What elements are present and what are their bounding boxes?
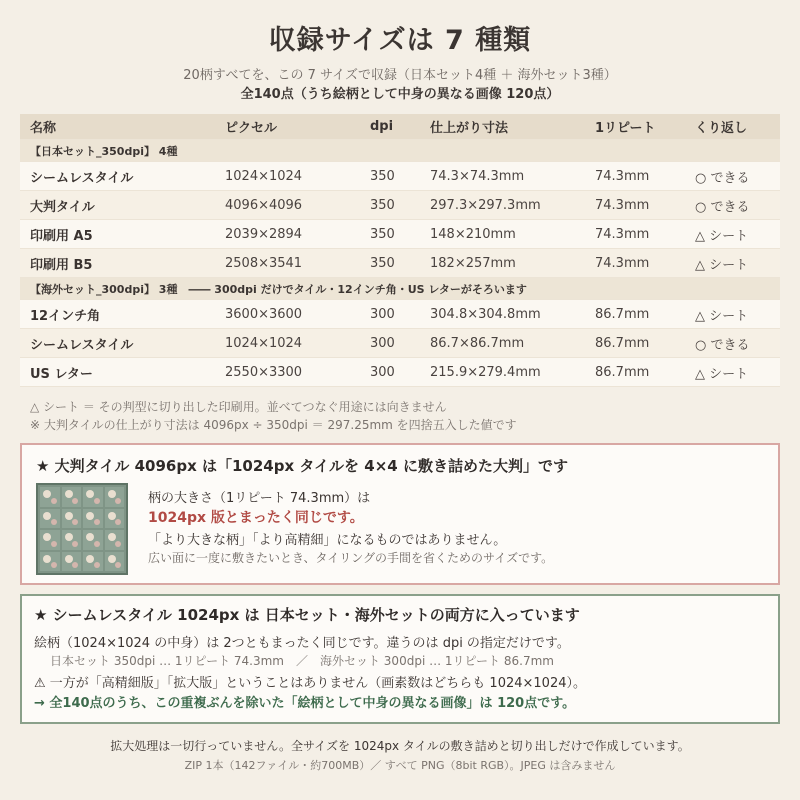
cell-pixels: 1024×1024 [225,335,303,351]
header-pixels: ピクセル [225,121,278,136]
cell-repeat: 74.3mm [595,168,650,184]
cell-size: 182×257mm [430,255,516,271]
tiled-pattern-thumbnail [36,483,128,575]
cell-dpi: 350 [370,197,395,213]
cell-name: 印刷用 B5 [30,257,93,273]
table-row [20,162,780,191]
group-label-japan: 【日本セット_350dpi】 4種 [20,140,780,162]
table-header-row [20,114,780,140]
cell-name: 印刷用 A5 [30,228,93,244]
large-tile-text-2: 1024px 版とまったく同じです。 [148,510,364,526]
table-row [20,300,780,329]
cell-name: 12インチ角 [30,308,101,324]
group-label-overseas: 【海外セット_300dpi】 3種 ―― 300dpi だけでタイル・12インチ角・US レターがそろいます [20,278,780,300]
cell-tiling: ○ できる [695,170,750,186]
cell-repeat: 74.3mm [595,255,650,271]
page-title: 収録サイズは 7 種類 [268,25,532,56]
cell-tiling: ○ できる [695,199,750,215]
header-finished-size: 仕上がり寸法 [430,121,509,136]
cell-dpi: 300 [370,306,395,322]
note-large-tile: ※ 大判タイルの仕上がり寸法は 4096px ÷ 350dpi ＝ 297.25mm を四捨五入した値です [30,418,517,432]
subtitle-total: 全140点（うち絵柄として中身の異なる画像 120点） [240,87,560,102]
cell-size: 304.8×304.8mm [430,306,541,322]
table-row [20,249,780,278]
table-notes [30,398,517,434]
cell-repeat: 74.3mm [595,226,650,242]
cell-tiling: ○ できる [695,337,750,353]
cell-pixels: 2550×3300 [225,364,303,380]
cell-pixels: 2508×3541 [225,255,303,271]
cell-pixels: 3600×3600 [225,306,303,322]
large-tile-text-3: 「より大きな柄」「より高精細」になるものではありません。 [148,533,507,548]
cell-size: 297.3×297.3mm [430,197,541,213]
cell-tiling: △ シート [695,366,749,382]
cell-name: 大判タイル [30,199,95,215]
seamless-tile-text-4: → 全140点のうち、この重複ぶんを除いた「絵柄として中身の異なる画像」は 120点です。 [34,696,576,711]
large-tile-text-4: 広い面に一度に敷きたいとき、タイリングの手間を省くためのサイズです。 [148,551,554,565]
seamless-tile-heading: ★ シームレスタイル 1024px は 日本セット・海外セットの両方に入っています [34,606,580,624]
header-tiling: くり返し [695,121,748,136]
cell-pixels: 4096×4096 [225,197,303,213]
cell-size: 86.7×86.7mm [430,335,525,351]
cell-pixels: 2039×2894 [225,226,303,242]
large-tile-text-1: 柄の大きさ（1リピート 74.3mm）は [148,491,371,506]
table-row [20,191,780,220]
cell-tiling: △ シート [695,308,749,324]
subtitle: 20柄すべてを、この 7 サイズで収録（日本セット4種 ＋ 海外セット3種） [183,68,617,83]
cell-pixels: 1024×1024 [225,168,303,184]
seamless-tile-text-1: 絵柄（1024×1024 の中身）は 2つともまったく同じです。違うのは dpi の指定だけです。 [34,636,570,651]
cell-dpi: 300 [370,335,395,351]
table-row [20,329,780,358]
large-tile-info-box [20,443,780,585]
header-dpi: dpi [370,119,394,134]
cell-dpi: 350 [370,226,395,242]
cell-repeat: 74.3mm [595,197,650,213]
cell-name: シームレスタイル [30,170,134,186]
footer-note-1: 拡大処理は一切行っていません。全サイズを 1024px タイルの敷き詰めと切り出しだけで作成しています。 [110,739,690,753]
cell-name: シームレスタイル [30,337,134,353]
cell-tiling: △ シート [695,257,749,273]
cell-name: US レター [30,366,93,382]
footer-note-2: ZIP 1本（142ファイル・約700MB）／ すべて PNG（8bit RGB）。JPEG は含みません [184,759,616,772]
seamless-tile-text-2: 日本セット 350dpi … 1リピート 74.3mm ／ 海外セット 300dpi … 1リピート 86.7mm [50,654,554,668]
note-sheet: △ シート ＝ その判型に切り出した印刷用。並べてつなぐ用途には向きません [30,400,447,414]
cell-size: 148×210mm [430,226,516,242]
cell-repeat: 86.7mm [595,335,650,351]
large-tile-heading: ★ 大判タイル 4096px は「1024px タイルを 4×4 に敷き詰めた大判」です [36,457,568,475]
seamless-tile-text-3: ⚠ 一方が「高精細版」「拡大版」ということはありません（画素数はどちらも 1024×1024）。 [34,676,586,691]
size-table [20,114,780,387]
cell-size: 74.3×74.3mm [430,168,525,184]
cell-repeat: 86.7mm [595,364,650,380]
cell-dpi: 300 [370,364,395,380]
header-name: 名称 [30,121,57,136]
seamless-tile-info-box [20,594,780,724]
cell-dpi: 350 [370,168,395,184]
header-repeat: 1リピート [595,121,656,136]
table-row [20,358,780,387]
table-row [20,220,780,249]
cell-tiling: △ シート [695,228,749,244]
cell-dpi: 350 [370,255,395,271]
cell-repeat: 86.7mm [595,306,650,322]
cell-size: 215.9×279.4mm [430,364,541,380]
